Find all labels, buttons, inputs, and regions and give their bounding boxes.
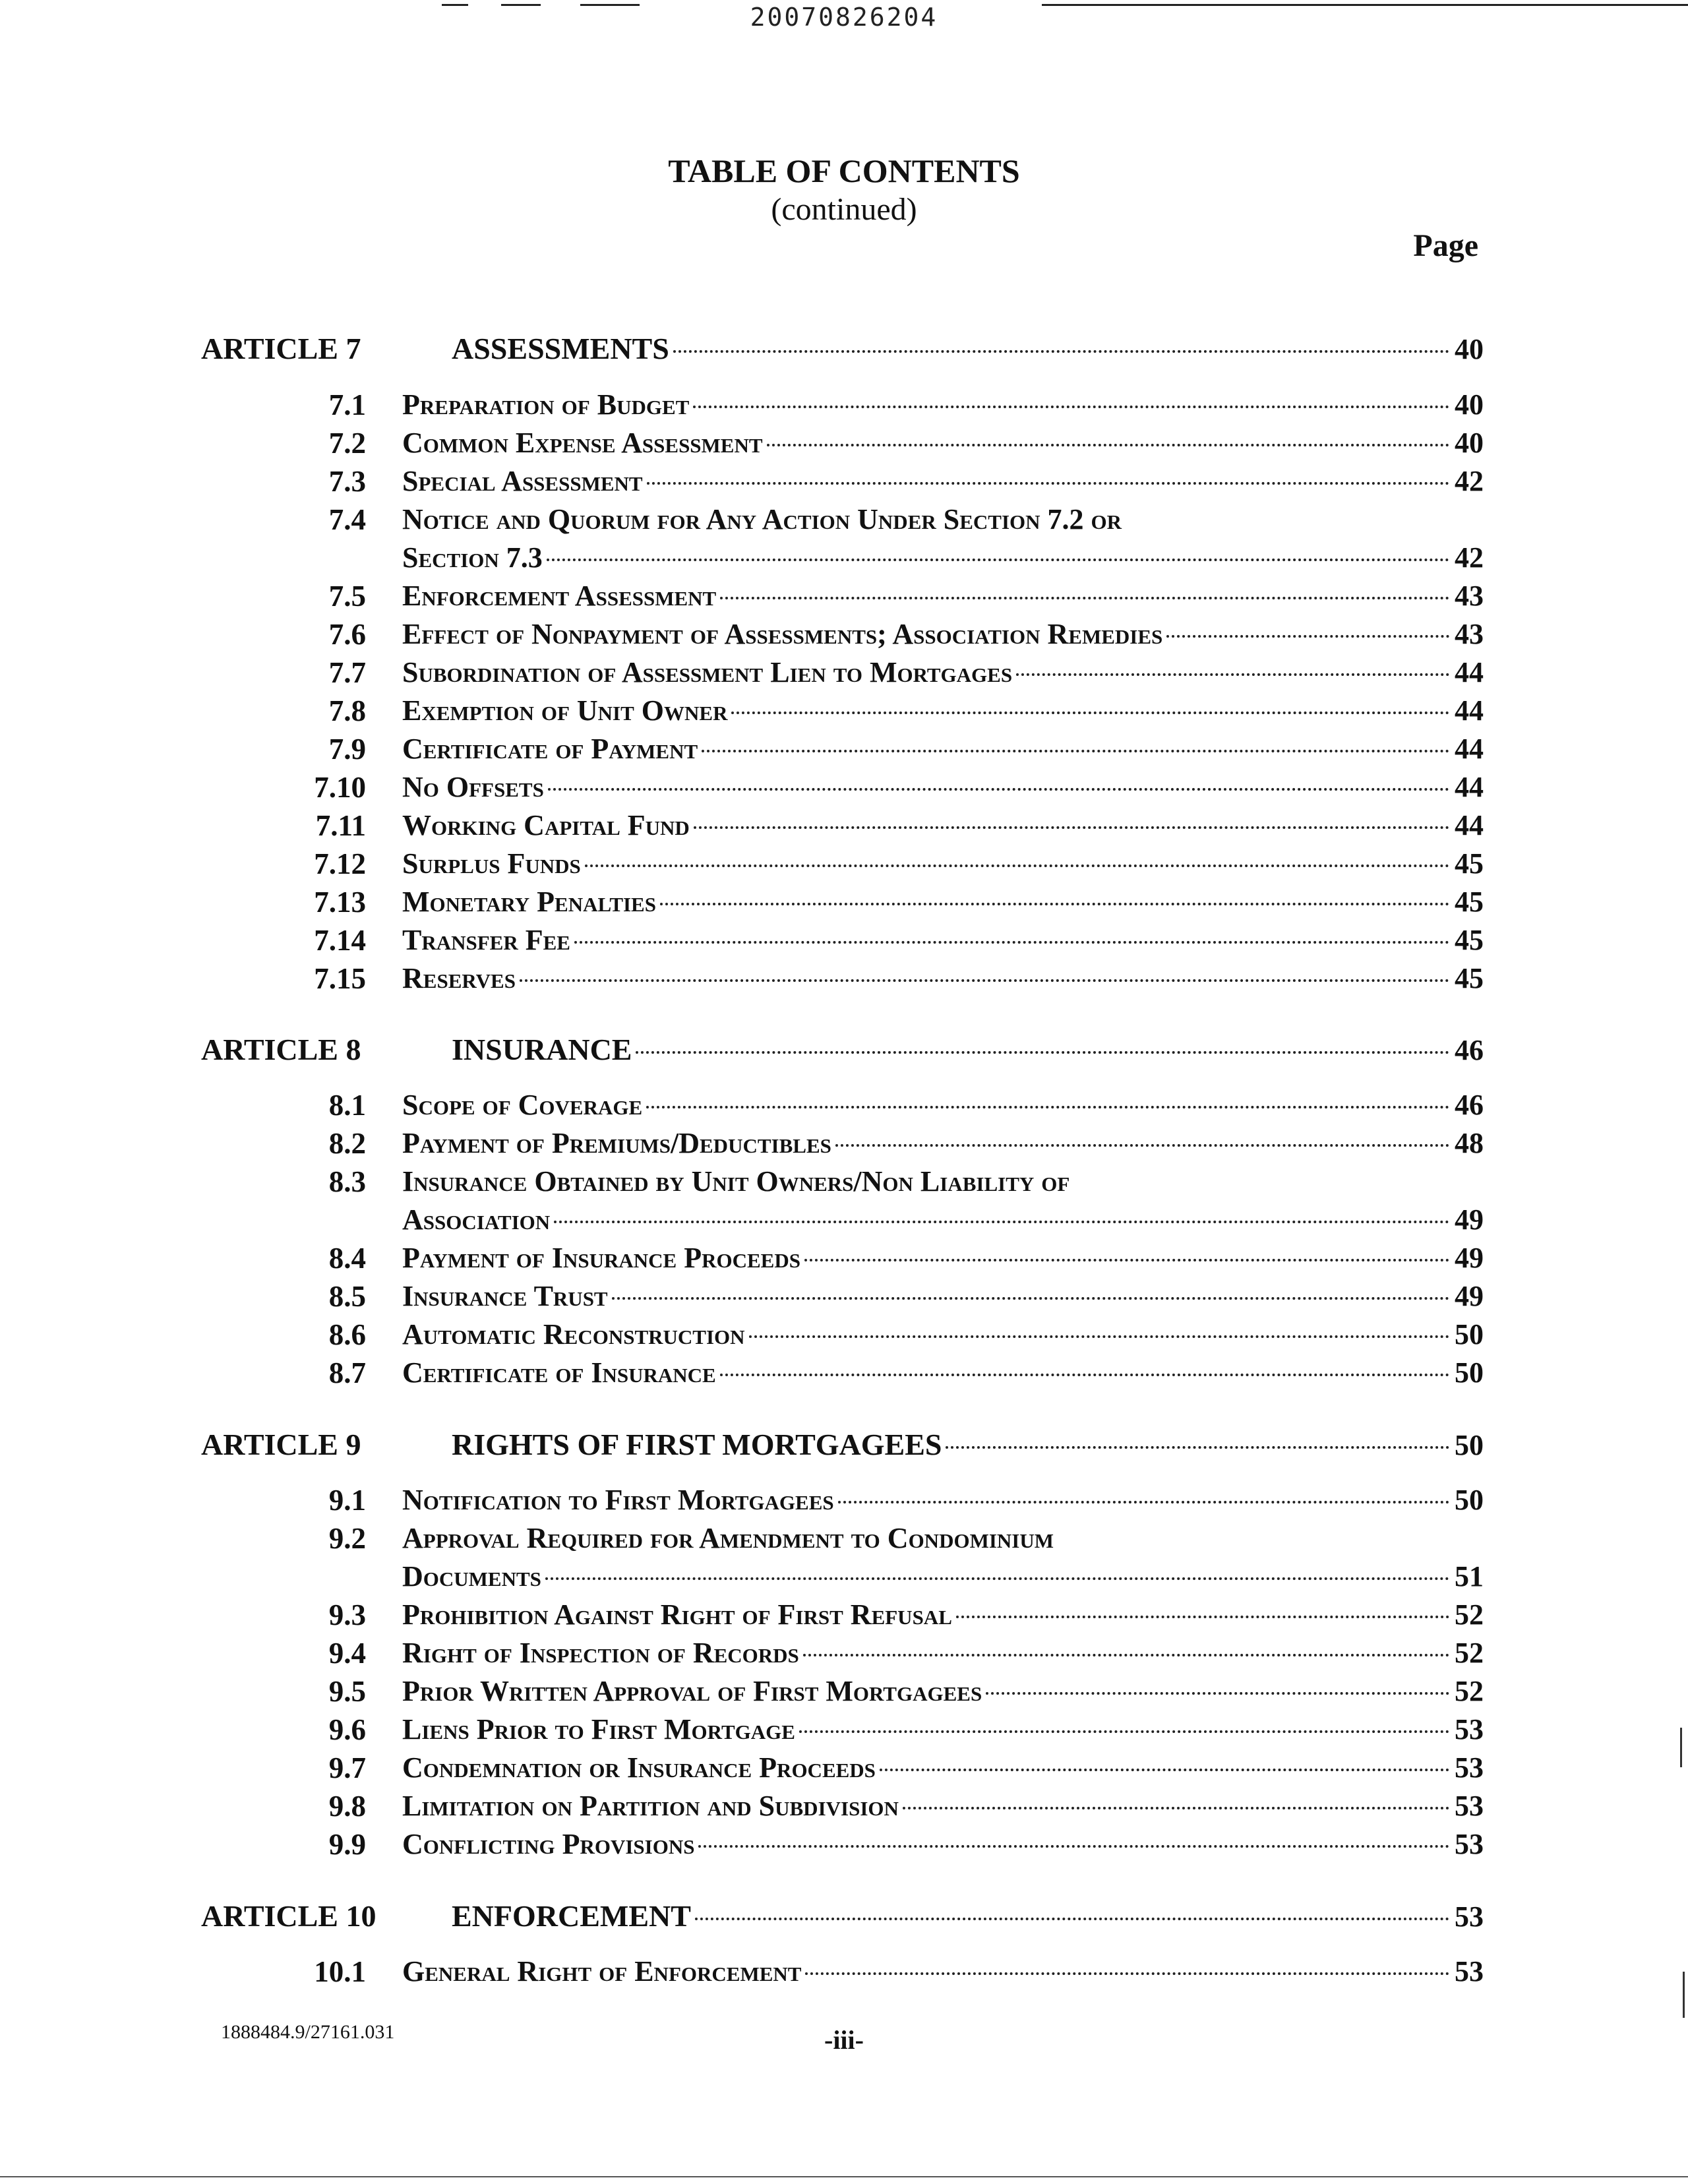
article-number: ARTICLE 9 [201, 1428, 361, 1461]
page-number: 43 [1455, 618, 1484, 650]
dot-leader [1166, 635, 1449, 638]
section-number: 10.1 [314, 1955, 366, 1988]
page-number: 53 [1455, 1790, 1484, 1822]
right-margin-mark-2 [1683, 1972, 1685, 2018]
dot-leader [698, 1845, 1449, 1848]
section-title: Prior Written Approval of First Mortgagees [402, 1675, 982, 1707]
page-number: 44 [1455, 771, 1484, 803]
page-number: 50 [1455, 1484, 1484, 1516]
toc-title-line [402, 845, 1484, 883]
section-title: Notice and Quorum for Any Action Under Section 7.2 or [402, 503, 1122, 535]
section-title: Exemption of Unit Owner [402, 694, 728, 727]
footer-page-number: -iii- [824, 2025, 864, 2055]
section-title: Approval Required for Amendment to Condominium [402, 1522, 1054, 1554]
toc-title-line [402, 424, 1484, 462]
page-number: 46 [1455, 1034, 1484, 1066]
toc-title-line [402, 386, 1484, 424]
section-title-continuation: Association [402, 1203, 551, 1236]
article-number: ARTICLE 8 [201, 1033, 361, 1066]
section-number: 8.3 [328, 1165, 366, 1198]
page-number: 43 [1455, 580, 1484, 612]
article-title: ENFORCEMENT [452, 1899, 691, 1933]
dot-leader [554, 1221, 1449, 1223]
dot-leader [986, 1692, 1449, 1695]
page-number: 45 [1455, 886, 1484, 918]
section-title: Prohibition Against Right of First Refusal [402, 1598, 952, 1631]
dot-leader [804, 1259, 1449, 1261]
toc-title-line [402, 1749, 1484, 1787]
page-number: 44 [1455, 809, 1484, 841]
section-title: Transfer Fee [402, 924, 570, 956]
section-number: 8.1 [328, 1089, 366, 1122]
toc-title-line [402, 730, 1484, 768]
toc-title-line [402, 806, 1484, 845]
article-title: ASSESSMENTS [452, 332, 669, 365]
dot-leader [767, 444, 1449, 446]
page-title: TABLE OF CONTENTS [668, 152, 1020, 189]
section-title: Special Assessment [402, 465, 643, 497]
toc-title-line [402, 1481, 1484, 1519]
page-number: 53 [1455, 1955, 1484, 1987]
page-number: 45 [1455, 847, 1484, 880]
section-number: 7.8 [328, 694, 366, 727]
page-number: 45 [1455, 924, 1484, 956]
section-number: 8.6 [328, 1318, 366, 1351]
dot-leader [799, 1730, 1449, 1733]
section-number: 7.6 [328, 618, 366, 651]
page-number: 50 [1455, 1318, 1484, 1350]
article-title: INSURANCE [452, 1033, 632, 1066]
section-number: 9.3 [328, 1598, 366, 1631]
section-title-continuation: Documents [402, 1560, 541, 1592]
article-title: RIGHTS OF FIRST MORTGAGEES [452, 1428, 942, 1461]
section-number: 7.14 [314, 924, 366, 957]
page-subtitle: (continued) [771, 192, 917, 227]
section-number: 7.3 [328, 465, 366, 498]
section-number: 9.1 [328, 1484, 366, 1517]
section-number: 7.9 [328, 733, 366, 766]
section-title: Reserves [402, 962, 516, 994]
dot-leader [673, 350, 1449, 353]
toc-title-line [402, 1558, 1484, 1596]
toc-title-line [402, 692, 1484, 730]
page-number: 51 [1455, 1560, 1484, 1592]
article-number: ARTICLE 7 [201, 332, 361, 365]
section-number: 8.4 [328, 1242, 366, 1275]
dot-leader [547, 559, 1449, 561]
dot-leader [835, 1144, 1449, 1147]
toc-title-line [402, 1239, 1484, 1277]
page-number: 49 [1455, 1203, 1484, 1236]
section-number: 8.5 [328, 1280, 366, 1313]
page-number: 40 [1455, 388, 1484, 421]
dot-leader [805, 1972, 1449, 1975]
dot-leader [1016, 673, 1449, 676]
section-title: Common Expense Assessment [402, 427, 763, 459]
section-number: 9.5 [328, 1675, 366, 1708]
toc-title-line [402, 1316, 1484, 1354]
dot-leader [720, 597, 1449, 599]
section-title: Effect of Nonpayment of Assessments; Association Remedies [402, 618, 1163, 650]
dot-leader [946, 1446, 1449, 1449]
toc-title-line [402, 1596, 1484, 1634]
dot-leader [880, 1769, 1449, 1771]
toc-title-line [402, 1634, 1484, 1672]
dot-leader [647, 482, 1449, 485]
article-number: ARTICLE 10 [201, 1899, 377, 1933]
page-number: 45 [1455, 962, 1484, 994]
toc-title-line [402, 1354, 1484, 1392]
section-number: 7.12 [314, 847, 366, 880]
section-title: Subordination of Assessment Lien to Mortgages [402, 656, 1013, 688]
page-number: 49 [1455, 1280, 1484, 1312]
dot-leader [545, 1577, 1449, 1580]
toc-title-line [402, 921, 1484, 959]
section-title: Preparation of Budget [402, 388, 690, 421]
section-title: Payment of Insurance Proceeds [402, 1242, 800, 1274]
section-title: Enforcement Assessment [402, 580, 717, 612]
section-title: Insurance Trust [402, 1280, 608, 1312]
section-title: Surplus Funds [402, 847, 581, 880]
toc-title-line [402, 1086, 1484, 1124]
dot-leader [720, 1374, 1449, 1376]
document-number: 20070826204 [750, 3, 938, 32]
dot-leader [695, 1918, 1449, 1920]
dot-leader [903, 1807, 1449, 1809]
toc-title-line [402, 1787, 1484, 1825]
toc-title-line [452, 1031, 1484, 1070]
section-title: Certificate of Insurance [402, 1356, 716, 1389]
dot-leader [548, 788, 1449, 791]
page-number: 49 [1455, 1242, 1484, 1274]
page-number: 53 [1455, 1713, 1484, 1745]
section-number: 7.7 [328, 656, 366, 689]
toc-title-line [402, 577, 1484, 615]
toc-title-line [402, 883, 1484, 921]
dot-leader [956, 1616, 1449, 1618]
page-number: 44 [1455, 733, 1484, 765]
dot-leader [838, 1501, 1449, 1503]
section-title: Automatic Reconstruction [402, 1318, 745, 1350]
toc-title-line [402, 959, 1484, 998]
page-number: 52 [1455, 1637, 1484, 1669]
page-number: 40 [1455, 427, 1484, 459]
page-number: 53 [1455, 1828, 1484, 1860]
toc-title-line [402, 539, 1484, 577]
section-number: 9.6 [328, 1713, 366, 1746]
page-number: 48 [1455, 1127, 1484, 1159]
section-title: Monetary Penalties [402, 886, 656, 918]
page-number: 53 [1455, 1900, 1484, 1933]
section-number: 9.8 [328, 1790, 366, 1823]
toc-title-line [402, 1124, 1484, 1163]
section-number: 7.11 [315, 809, 366, 842]
section-title: Certificate of Payment [402, 733, 698, 765]
page-number: 42 [1455, 465, 1484, 497]
toc-title-line [402, 1825, 1484, 1864]
dot-leader [520, 979, 1449, 982]
section-number: 8.2 [328, 1127, 366, 1160]
dot-leader [694, 826, 1449, 829]
right-margin-mark [1680, 1728, 1682, 1767]
toc-title-line [402, 462, 1484, 501]
toc-title-line [402, 1277, 1484, 1316]
section-title: Conflicting Provisions [402, 1828, 695, 1860]
section-title: Notification to First Mortgagees [402, 1484, 834, 1516]
toc-title-line [402, 1953, 1484, 1991]
section-title: Insurance Obtained by Unit Owners/Non Liability of [402, 1165, 1070, 1198]
section-number: 7.15 [314, 962, 366, 995]
dot-leader [702, 750, 1449, 752]
page-number: 50 [1455, 1429, 1484, 1461]
page-number: 53 [1455, 1751, 1484, 1784]
footer-document-id: 1888484.9/27161.031 [221, 2021, 395, 2043]
page-number: 42 [1455, 541, 1484, 574]
page-number: 44 [1455, 694, 1484, 727]
section-title: Scope of Coverage [402, 1089, 643, 1121]
dot-leader [574, 941, 1449, 944]
section-title: Liens Prior to First Mortgage [402, 1713, 795, 1745]
dot-leader [660, 903, 1449, 905]
page-number: 52 [1455, 1675, 1484, 1707]
dot-leader [612, 1297, 1449, 1300]
page-number: 44 [1455, 656, 1484, 688]
dot-leader [731, 712, 1449, 714]
page-number: 40 [1455, 333, 1484, 365]
dot-leader [693, 406, 1449, 408]
section-number: 7.4 [328, 503, 366, 536]
toc-title-line [452, 1897, 1484, 1936]
bottom-edge-rule [0, 2176, 1688, 2177]
dot-leader [636, 1051, 1449, 1054]
dot-leader [646, 1106, 1449, 1108]
toc-title-line [402, 1711, 1484, 1749]
section-number: 8.7 [328, 1356, 366, 1389]
section-title: No Offsets [402, 771, 544, 803]
section-number: 7.5 [328, 580, 366, 613]
section-number: 9.9 [328, 1828, 366, 1861]
section-title: Payment of Premiums/Deductibles [402, 1127, 831, 1159]
section-number: 7.10 [314, 771, 366, 804]
toc-title-line [402, 615, 1484, 653]
section-title: General Right of Enforcement [402, 1955, 802, 1987]
page-column-heading: Page [1413, 228, 1478, 263]
section-number: 7.1 [328, 388, 366, 421]
toc-title-line [402, 1672, 1484, 1711]
section-title: Limitation on Partition and Subdivision [402, 1790, 899, 1822]
section-title: Working Capital Fund [402, 809, 690, 841]
toc-title-line [402, 1201, 1484, 1239]
toc-title-line [452, 1426, 1484, 1465]
page-number: 50 [1455, 1356, 1484, 1389]
section-title-continuation: Section 7.3 [402, 541, 543, 574]
section-number: 7.13 [314, 886, 366, 919]
section-number: 9.7 [328, 1751, 366, 1784]
page-number: 46 [1455, 1089, 1484, 1121]
dot-leader [749, 1335, 1449, 1338]
toc-title-line [452, 330, 1484, 369]
page-number: 52 [1455, 1598, 1484, 1631]
section-number: 7.2 [328, 427, 366, 460]
section-number: 9.2 [328, 1522, 366, 1555]
toc-title-line [402, 653, 1484, 692]
toc-title-line [402, 768, 1484, 806]
dot-leader [803, 1654, 1449, 1656]
dot-leader [585, 864, 1449, 867]
section-title: Condemnation or Insurance Proceeds [402, 1751, 876, 1784]
section-title: Right of Inspection of Records [402, 1637, 799, 1669]
section-number: 9.4 [328, 1637, 366, 1670]
